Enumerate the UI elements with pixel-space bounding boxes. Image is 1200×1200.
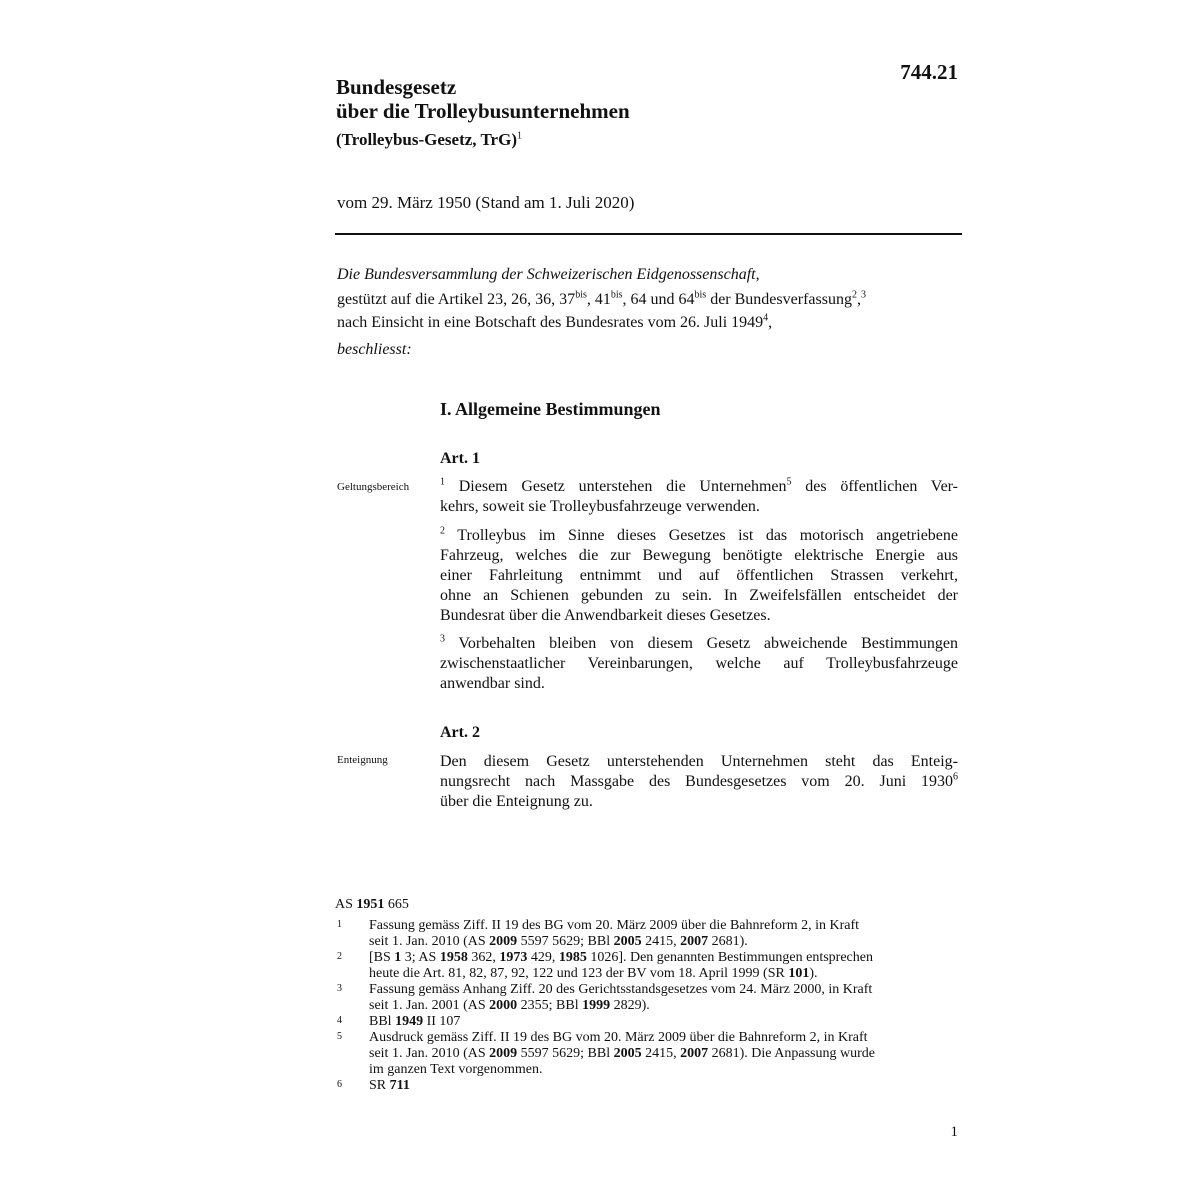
paragraph-number: 3 [440,633,445,645]
margin-note-enteignung: Enteignung [337,754,388,766]
footnote-1 [337,918,962,950]
paragraph-number: 2 [440,525,445,537]
text-line: kehrs, soweit sie Trolleybusfahrzeuge verwenden. [440,498,760,515]
basis-text: gestützt auf die Artikel 23, 26, 36, 37 [337,291,576,308]
basis-text: , 64 und 64 [622,291,695,308]
footnote-line [369,966,962,982]
footnote-line [369,950,962,966]
preamble-message [337,313,962,332]
text-run: Diesem Gesetz unterstehen die Unternehmen [445,478,787,495]
footnote-line [369,1046,962,1062]
basis-comma: , [856,291,861,308]
date-line: vom 29. März 1950 (Stand am 1. Juli 2020) [337,193,635,212]
text-run: 101 [788,966,810,981]
preamble-basis [337,290,962,309]
basis-text: , 41 [586,291,611,308]
text-run: 362, [467,950,500,965]
text-run: 2415, [641,1046,681,1061]
basis-text: der Bundesverfassung [706,291,852,308]
preamble-assembly: Die Bundesversammlung der Schweizerischen Eidgenossenschaft, [337,266,760,283]
footnote-line [369,998,962,1014]
text-run: heute die Art. 81, 82, 87, 92, 122 und 123 der BV vom 18. April 1999 (SR [369,966,789,981]
text-run: 1 [394,950,402,965]
text-line: anwendbar sind. [440,675,545,692]
text-run: 1958 [439,950,468,965]
art-1-paragraph-1 [440,477,958,517]
message-text: nach Einsicht in eine Botschaft des Bundesrates vom 26. Juli 1949 [337,314,764,331]
text-line: ohne an Schienen gebunden zu sein. In Zweifelsfällen entscheidet der [440,587,958,604]
text-run: 1985 [558,950,587,965]
text-run: 2829). [610,998,650,1013]
short-title-text: (Trolleybus-Gesetz, TrG) [336,130,517,149]
text-run: 2681). Die Anpassung wurde [708,1046,875,1061]
footnote-number: 5 [337,1031,342,1042]
footnote-2 [337,950,962,982]
text-line [440,772,958,792]
message-end: , [768,314,773,331]
art-2-heading: Art. 2 [440,724,480,741]
short-title [336,130,522,150]
footnote-text [369,918,962,950]
text-run: AS [335,897,357,912]
footnote-line: Ausdruck gemäss Ziff. II 19 des BG vom 20. März 2009 über die Bahnreform 2, in Kraft [369,1030,868,1045]
margin-note-geltungsbereich: Geltungsbereich [337,481,410,493]
footnotes [337,918,962,1094]
text-run: 2355; BBl [517,998,583,1013]
text-run: 2005 [613,934,642,949]
text-line: Den diesem Gesetz unterstehenden Unternehmen steht das Enteig- [440,753,958,770]
text-run: 5597 5629; BBl [517,1046,614,1061]
footnote-6 [337,1078,962,1094]
text-run: 2007 [680,934,709,949]
text-run: seit 1. Jan. 2001 (AS [369,998,490,1013]
footnote-number: 2 [337,951,342,962]
footnote-text [369,1014,962,1030]
text-run: 429, [527,950,559,965]
text-run: 1973 [499,950,528,965]
as-reference [335,897,409,913]
footnote-number: 1 [337,919,342,930]
page-number: 1 [950,1124,958,1140]
text-run: 2000 [489,998,518,1013]
section-heading: I. Allgemeine Bestimmungen [440,399,661,419]
text-run: 2009 [489,1046,518,1061]
art-2-paragraph [440,752,958,812]
text-run: 2007 [680,1046,709,1061]
bis-superscript: bis [610,289,623,301]
footnote-line: im ganzen Text vorgenommen. [369,1062,543,1077]
text-line: Bundesrat über die Anwendbarkeit dieses Gesetzes. [440,607,771,624]
title-line-2: über die Trolleybusunternehmen [336,99,630,123]
footnote-text [369,1078,962,1094]
art-1-paragraph-3 [440,634,958,694]
text-line [440,526,958,546]
footnote-number: 4 [337,1015,342,1026]
text-run: des öffentlichen Ver- [791,478,959,495]
bis-superscript: bis [694,289,707,301]
text-line [440,477,958,497]
text-run: 1999 [582,998,611,1013]
text-run: 3; AS [401,950,440,965]
text-line: zwischenstaatlicher Vereinbarungen, welche auf Trolleybusfahrzeuge [440,655,958,672]
art-1-paragraph-2 [440,526,958,626]
footnote-ref-5[interactable]: 5 [786,476,792,488]
bis-superscript: bis [575,289,587,301]
title-line-1: Bundesgesetz [336,75,457,99]
header-rule [335,233,962,235]
art-1-heading: Art. 1 [440,450,480,467]
text-line [440,634,958,654]
text-run: 5597 5629; BBl [517,934,614,949]
footnote-5 [337,1030,962,1078]
footnote-number: 3 [337,983,342,994]
footnote-text [369,950,962,982]
footnote-ref-4[interactable]: 4 [763,312,769,324]
footnote-ref-3[interactable]: 3 [860,289,866,301]
text-run: Vorbehalten bleiben von diesem Gesetz abweichende Bestimmungen [445,635,958,652]
text-run: 2415, [641,934,681,949]
text-run: BBl [369,1014,396,1029]
text-run: 711 [389,1078,410,1093]
paragraph-number: 1 [440,476,445,488]
text-line: Fahrzeug, welches die zur Bewegung benötigte elektrische Energie aus [440,547,958,564]
footnote-ref-2[interactable]: 2 [851,289,857,301]
footnote-line [369,934,962,950]
text-run: 1949 [395,1014,424,1029]
sr-number: 744.21 [900,60,958,84]
text-run: ). [809,966,818,981]
text-line: über die Enteignung zu. [440,793,593,810]
text-run: Trolleybus im Sinne dieses Gesetzes ist das motorisch angetriebene [445,527,958,544]
text-run: II 107 [423,1014,461,1029]
footnote-number: 6 [337,1079,342,1090]
text-run: 1026]. Den genannten Bestimmungen entsprechen [586,950,873,965]
text-line: einer Fahrleitung entnimmt und auf öffentlichen Strassen verkehrt, [440,567,958,584]
text-run: seit 1. Jan. 2010 (AS [369,934,490,949]
text-run: seit 1. Jan. 2010 (AS [369,1046,490,1061]
footnote-3 [337,982,962,1014]
footnote-text [369,982,962,1014]
text-run: 2681). [708,934,748,949]
text-run: SR [369,1078,390,1093]
text-run: [BS [369,950,395,965]
text-run: 2009 [489,934,518,949]
preamble-resolves: beschliesst: [337,341,412,358]
footnote-ref-6[interactable]: 6 [953,771,958,783]
text-run: 1951 [356,897,385,912]
footnote-4 [337,1014,962,1030]
footnote-line: Fassung gemäss Anhang Ziff. 20 des Gerichtsstandsgesetzes vom 24. März 2000, in Kraft [369,982,873,997]
text-run: 665 [384,897,409,912]
text-run: 2005 [613,1046,642,1061]
footnote-text [369,1030,962,1078]
footnote-ref-1[interactable]: 1 [517,130,522,142]
text-run: nungsrecht nach Massgabe des Bundesgesetzes vom 20. Juni 1930 [440,773,953,790]
footnote-line: Fassung gemäss Ziff. II 19 des BG vom 20. März 2009 über die Bahnreform 2, in Kraft [369,918,860,933]
